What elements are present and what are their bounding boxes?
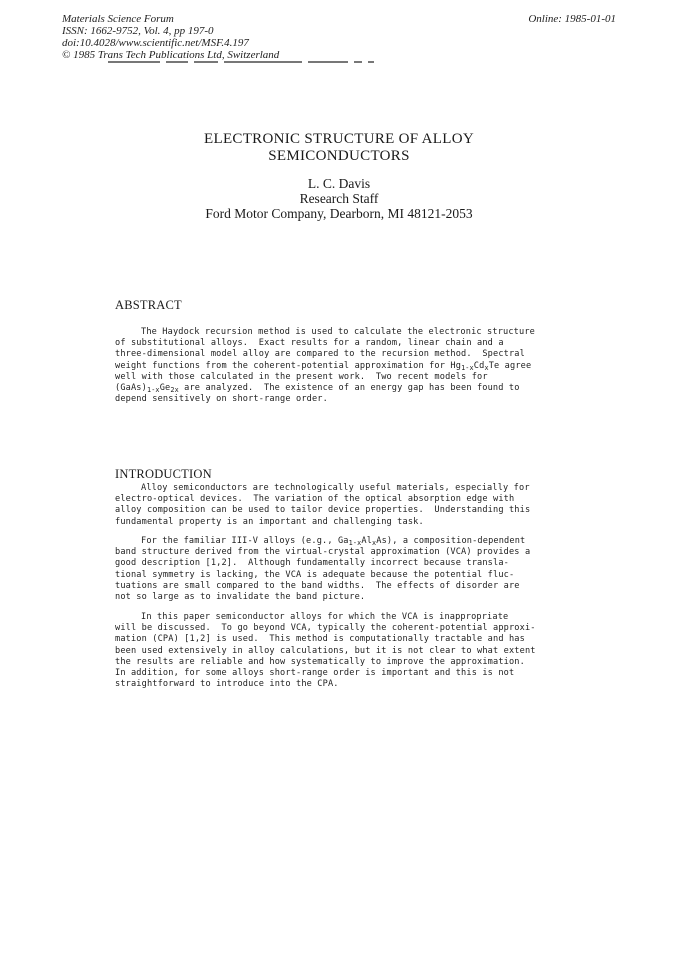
intro-line: mation (CPA) [1,2] is used. This method is computationally tractable and has	[115, 634, 525, 645]
intro-line: For the familiar III-V alloys (e.g., $Ga_{1-x}Al_xAs$), a composition-dependent	[141, 536, 526, 547]
intro-line: band structure derived from the virtual-crystal approximation (VCA) provides a	[115, 547, 531, 558]
abstract-line: of substitutional alloys. Exact results for a random, linear chain and a	[115, 338, 504, 349]
author-name: L. C. Davis	[307, 176, 371, 191]
journal-header	[62, 13, 279, 61]
abstract-line: depend sensitively on short-range order.	[115, 394, 328, 405]
intro-line: fundamental property is an important and challenging task.	[115, 516, 424, 527]
intro-line: In this paper semiconductor alloys for which the VCA is inappropriate	[141, 612, 509, 622]
intro-line: been used extensively in alloy calculations, but it is not clear to what extent	[115, 645, 536, 656]
paper-title-line-2: SEMICONDUCTORS	[268, 148, 410, 164]
paper-title-line-1: ELECTRONIC STRUCTURE OF ALLOY	[204, 131, 474, 147]
abstract-line: weight functions from the coherent-potential approximation for $Hg_{1-x}Cd_xTe$ agree	[115, 360, 532, 372]
intro-line: electro-optical devices. The variation of the optical absorption edge with	[115, 494, 515, 505]
introduction-heading: INTRODUCTION	[115, 467, 212, 481]
intro-paragraph-1	[115, 483, 547, 528]
copyright-line: © 1985 Trans Tech Publications Ltd, Switzerland	[62, 49, 280, 61]
abstract-body	[115, 327, 547, 405]
intro-line: alloy composition can be used to tailor device properties. Understanding this	[115, 505, 531, 516]
online-date: Online: 1985-01-01	[528, 13, 616, 25]
abstract-line: well with those calculated in the present work. Two recent models for	[115, 371, 488, 382]
abstract-heading: ABSTRACT	[115, 298, 182, 312]
intro-line: straightforward to introduce into the CPA.	[115, 679, 339, 690]
abstract-line: three-dimensional model alloy are compared to the recursion method. Spectral	[115, 349, 525, 360]
scan-bleed-through	[108, 61, 393, 67]
intro-line: will be discussed. To go beyond VCA, typically the coherent-potential approxi-	[115, 623, 536, 634]
author-role: Research Staff	[299, 191, 379, 206]
intro-line: In addition, for some alloys short-range order is important and this is not	[115, 668, 515, 679]
intro-line: good description [1,2]. Although fundamentally incorrect because transla-	[115, 558, 509, 569]
doi-line[interactable]: doi:10.4028/www.scientific.net/MSF.4.197	[62, 37, 249, 49]
intro-paragraph-3	[115, 612, 547, 690]
intro-paragraph-2	[115, 536, 547, 603]
intro-line: the results are reliable and how systematically to improve the approximation.	[115, 656, 525, 667]
journal-name: Materials Science Forum	[62, 13, 174, 25]
author-affiliation: Ford Motor Company, Dearborn, MI 48121-2053	[205, 206, 473, 221]
intro-line: Alloy semiconductors are technologically useful materials, especially for	[141, 483, 530, 493]
issn-line: ISSN: 1662-9752, Vol. 4, pp 197-0	[62, 25, 214, 37]
intro-line: not so large as to invalidate the band picture.	[115, 592, 366, 603]
intro-line: tuations are small compared to the band widths. The effects of disorder are	[115, 580, 520, 591]
abstract-line: $(GaAs)_{1-x}Ge_{2x}$ are analyzed. The existence of an energy gap has been found to	[115, 383, 520, 395]
abstract-line: The Haydock recursion method is used to calculate the electronic structure	[141, 327, 535, 337]
intro-line: tional symmetry is lacking, the VCA is adequate because the potential fluc-	[115, 569, 515, 580]
